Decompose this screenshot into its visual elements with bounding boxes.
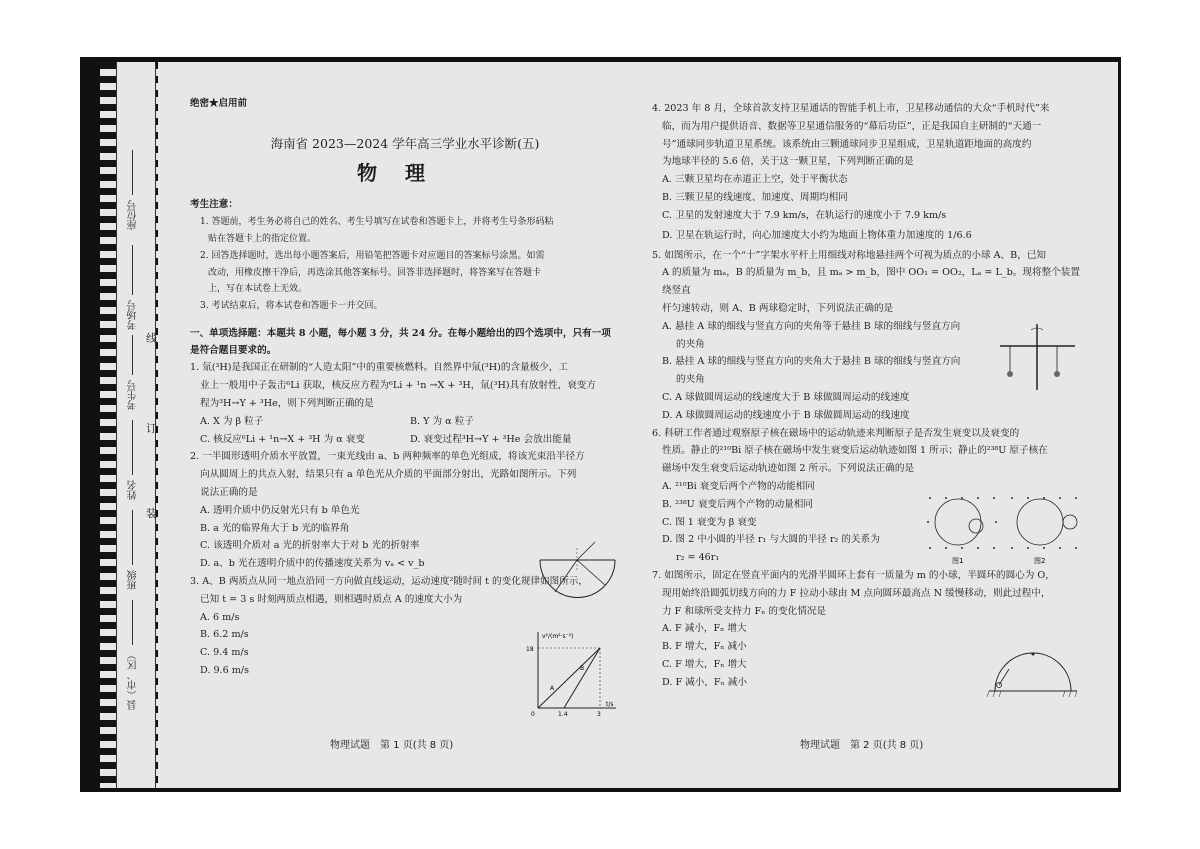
q7-semicircle-ring-figure: [985, 645, 1080, 700]
q6-magnetic-field-figures: [922, 492, 1082, 567]
subject-title: 物理: [357, 160, 453, 185]
county-label: 县（市、区）: [128, 650, 139, 710]
class-line: [132, 510, 133, 565]
exam-no-label: 考场号: [128, 300, 139, 330]
q6-option-d-cont: r₂ = 46r₁: [676, 552, 720, 564]
note-3: 3. 考试结束后，将本试卷和答题卡一并交回。: [200, 301, 383, 312]
q2-option-b: B. a 光的临界角大于 b 光的临界角: [200, 522, 350, 534]
q4-option-c: C. 卫星的发射速度大于 7.9 km/s，在轨运行的速度小于 7.9 km/s: [662, 209, 947, 221]
secret-mark: 绝密★启用前: [190, 98, 248, 109]
graph-x-3: 3: [597, 711, 601, 718]
note-1: 1. 答题前，考生务必将自己的姓名、考生号填写在试卷和答题卡上，并将考生号条形码粘 贴在答题卡上的指定位置。: [200, 217, 554, 244]
graph-origin: 0: [531, 711, 535, 718]
q3-v2-t-graph: [520, 628, 620, 718]
seat-label: 座位号: [128, 200, 139, 230]
q1-option-b: B. Y 为 α 粒子: [410, 415, 474, 427]
graph-y-18: 18: [526, 646, 534, 653]
q6-option-a: A. ²¹⁰Bi 衰变后两个产物的动能相同: [662, 480, 815, 492]
q3-option-c: C. 9.4 m/s: [200, 647, 249, 659]
cut-mark-ding: 订: [146, 422, 157, 435]
graph-xlabel: t/s: [606, 701, 614, 708]
question-7: 7. 如图所示，固定在竖直平面内的光滑半圆环上套有一质量为 m 的小球，半圆环的圆心为 O， 现用始终沿圆弧切线方向的力 F 拉动小球由 M 点向圆环最高点 N 缓慢移动，则此过程中， 力 F 和球所受支持力 Fₙ 的变化情况是 A. F 减小，Fₙ 增大 B. F 增大，Fₙ 减小 C. F 增大，Fₙ 增大 D. F 减小，Fₙ 减小: [652, 567, 1082, 692]
page-1-footer: 物理试题 第 1 页(共 8 页): [330, 740, 454, 751]
question-5: 5. 如图所示，在一个“十”字架水平杆上用细线对称地悬挂两个可视为质点的小球 A、B，已知 A 的质量为 mₐ，B 的质量为 m_b，且 mₐ > m_b，图中 OO₁ = OO₂，Lₐ = L_b。现将整个装置绕竖直 杆匀速转动，则 A、B 两球稳定时，下列说法正确的是 A. 悬挂 A 球的细线与竖直方向的夹角等于悬挂 B 球的细线与竖直方向 的夹角 B. 悬挂 A 球的细线与竖直方向的夹角大于悬挂 B 球的细线与竖直方向 的夹角 C. A 球做圆周运动的线速度大于 B 球做圆周运动的线速度 D. A 球做圆周运动的线速度小于 B 球做圆周运动的线速度: [652, 247, 1082, 425]
county-line: [132, 600, 133, 645]
question-6: 6. 科研工作者通过观察原子核在磁场中的运动轨迹来判断原子是否发生衰变以及衰变的 性质。静止的²¹⁰Bi 原子核在磁场中发生衰变后运动轨迹如图 1 所示；静止的²³⁸U 原子核在 磁场中发生衰变后运动轨迹如图 2 所示。下列说法正确的是 A. ²¹⁰Bi 衰变后两个产物的动能相同 B. ²³⁸U 衰变后两个产物的动量相同 C. 图 1 衰变为 β 衰变 D. 图 2 中小圆的半径 r₁ 与大圆的半径 r₂ 的关系为 r₂ = 46r₁: [652, 425, 1082, 567]
figure-1: [927, 497, 997, 549]
figure-2: [1011, 497, 1077, 549]
q7-option-b: B. F 增大，Fₙ 减小: [662, 641, 747, 653]
q2-semicircle-figure: [535, 540, 620, 600]
q5-option-b: B. 悬挂 A 球的细线与竖直方向的夹角大于悬挂 B 球的细线与竖直方向: [662, 356, 961, 368]
graph-x-1.4: 1.4: [558, 711, 568, 718]
q1-option-a: A. X 为 β 粒子: [200, 415, 264, 427]
graph-line-b: B: [580, 665, 585, 672]
q1-option-d: D. 衰变过程³H→Y + ³He 会放出能量: [410, 433, 572, 445]
question-2: 2. 一半圆形透明介质水平放置，一束光线由 a、b 两种频率的单色光组成，将该光束沿半径方 向从圆周上的共点入射，结果只有 a 单色光从介质的平面部分射出，光路如图所示。下列 说法正确的是 A. 透明介质中仍反射光只有 b 单色光 B. a 光的临界角大于 b 光的临界角 C. 该透明介质对 a 光的折射率大于对 b 光的折射率 D. a、b 光在透明介质中的传播速度关系为 vₐ < v_b: [190, 448, 620, 573]
q4-option-b: B. 三颗卫星的线速度、加速度、周期均相同: [662, 191, 848, 203]
q5-option-a: A. 悬挂 A 球的细线与竖直方向的夹角等于悬挂 B 球的细线与竖直方向: [662, 320, 961, 332]
exam-title: 海南省 2023—2024 学年高三学业水平诊断(五): [270, 135, 540, 151]
q3-option-b: B. 6.2 m/s: [200, 629, 249, 641]
q3-option-a: A. 6 m/s: [200, 611, 240, 623]
q7-option-d: D. F 减小，Fₙ 减小: [662, 676, 747, 688]
question-1: 1. 氚(³H)是我国正在研制的“人造太阳”中的重要核燃料。自然界中氚(³H)的含量极少，工 业上一般用中子轰击⁶Li 获取，核反应方程为⁶Li + ¹n →X + ³H，氚(³H)具有放射性，衰变方 程为³H→Y + ³He，则下列判断正确的是 A. X 为 β 粒子 B. Y 为 α 粒子 C. 核反应⁶Li + ¹n→X + ³H 为 α 衰变 D. 衰变过程³H→Y + ³He 会放出能量: [190, 359, 620, 448]
exam-no-line: [132, 245, 133, 295]
q6-option-b: B. ²³⁸U 衰变后两个产物的动量相同: [662, 498, 813, 510]
section-heading: 一、单项选择题：本题共 8 小题，每小题 3 分，共 24 分。在每小题给出的四个选项中，只有一项是符合题目要求的。: [190, 327, 611, 357]
question-3: 3. A、B 两质点从同一地点沿同一方向做直线运动，运动速度²随时间 t 的变化规律如图所示， 已知 t = 3 s 时刻两质点相遇，则相遇时质点 A 的速度大小为 A. 6 m/s B. 6.2 m/s C. 9.4 m/s D. 9.6 m/s: [190, 573, 620, 680]
student-no-line: [132, 335, 133, 375]
cut-mark-zhuang: 装: [146, 507, 157, 520]
q2-option-d: D. a、b 光在透明介质中的传播速度关系为 vₐ < v_b: [200, 558, 425, 570]
q4-option-d: D. 卫星在轨运行时，向心加速度大小约为地面上物体重力加速度的 1/6.6: [662, 229, 972, 241]
figure-1-label: 图1: [952, 557, 964, 565]
graph-line-a: A: [550, 685, 555, 692]
graph-ylabel: v²/(m²·s⁻²): [542, 633, 574, 640]
q6-option-c: C. 图 1 衰变为 β 衰变: [662, 516, 757, 528]
page-2: [652, 100, 1082, 692]
name-line: [132, 420, 133, 475]
question-4: 4. 2023 年 8 月，全球首款支持卫星通话的智能手机上市，卫星移动通信的大众“手机时代”来 临，而为用户提供语音、数据等卫星通信服务的“幕后功臣”，正是我国自主研制的“天通一 号”通球同步轨道卫星系统。该系统由三颗通球同步卫星组成，卫星轨道距地面的高度约 为地球半径的 5.6 倍，关于这一颗卫星，下列判断正确的是 A. 三颗卫星均在赤道正上空，处于平衡状态 B. 三颗卫星的线速度、加速度、周期均相同 C. 卫星的发射速度大于 7.9 km/s，在轨运行的速度小于 7.9 km/s D. 卫星在轨运行时，向心加速度大小约为地面上物体重力加速度的 1/6.6: [652, 100, 1082, 247]
student-no-label: 考生号: [128, 380, 139, 410]
q5-option-b-cont: 的夹角: [676, 374, 705, 386]
q4-option-a: A. 三颗卫星均在赤道正上空，处于平衡状态: [662, 174, 848, 186]
q5-option-a-cont: 的夹角: [676, 338, 705, 350]
q7-option-a: A. F 减小，Fₙ 增大: [662, 623, 747, 635]
q2-option-a: A. 透明介质中仍反射光只有 b 单色光: [200, 504, 360, 516]
q3-option-d: D. 9.6 m/s: [200, 664, 250, 676]
class-label: 班级: [128, 570, 139, 590]
q2-option-c: C. 该透明介质对 a 光的折射率大于对 b 光的折射率: [200, 540, 420, 552]
q5-cross-frame-figure: [995, 322, 1080, 392]
q1-option-c: C. 核反应⁶Li + ¹n→X + ³H 为 α 衰变: [200, 433, 365, 445]
cut-mark-line: 线: [146, 332, 157, 345]
q5-option-d: D. A 球做圆周运动的线速度小于 B 球做圆周运动的线速度: [662, 409, 910, 421]
figure-2-label: 图2: [1034, 557, 1046, 565]
notes-heading: 考生注意：: [190, 199, 238, 211]
page-2-footer: 物理试题 第 2 页(共 8 页): [800, 740, 924, 751]
q7-option-c: C. F 增大，Fₙ 增大: [662, 658, 747, 670]
note-2: 2. 回答选择题时，选出每小题答案后，用铅笔把答题卡对应题目的答案标号涂黑。如需 改动，用橡皮擦干净后，再选涂其他答案标号。回答非选择题时，将答案写在答题卡 上，写在本试卷上无效。: [200, 250, 545, 295]
q5-option-c: C. A 球做圆周运动的线速度大于 B 球做圆周运动的线速度: [662, 391, 910, 403]
name-label: 姓名: [128, 480, 139, 500]
seat-line: [132, 150, 133, 195]
q6-option-d: D. 图 2 中小圆的半径 r₁ 与大圆的半径 r₂ 的关系为: [662, 534, 880, 546]
